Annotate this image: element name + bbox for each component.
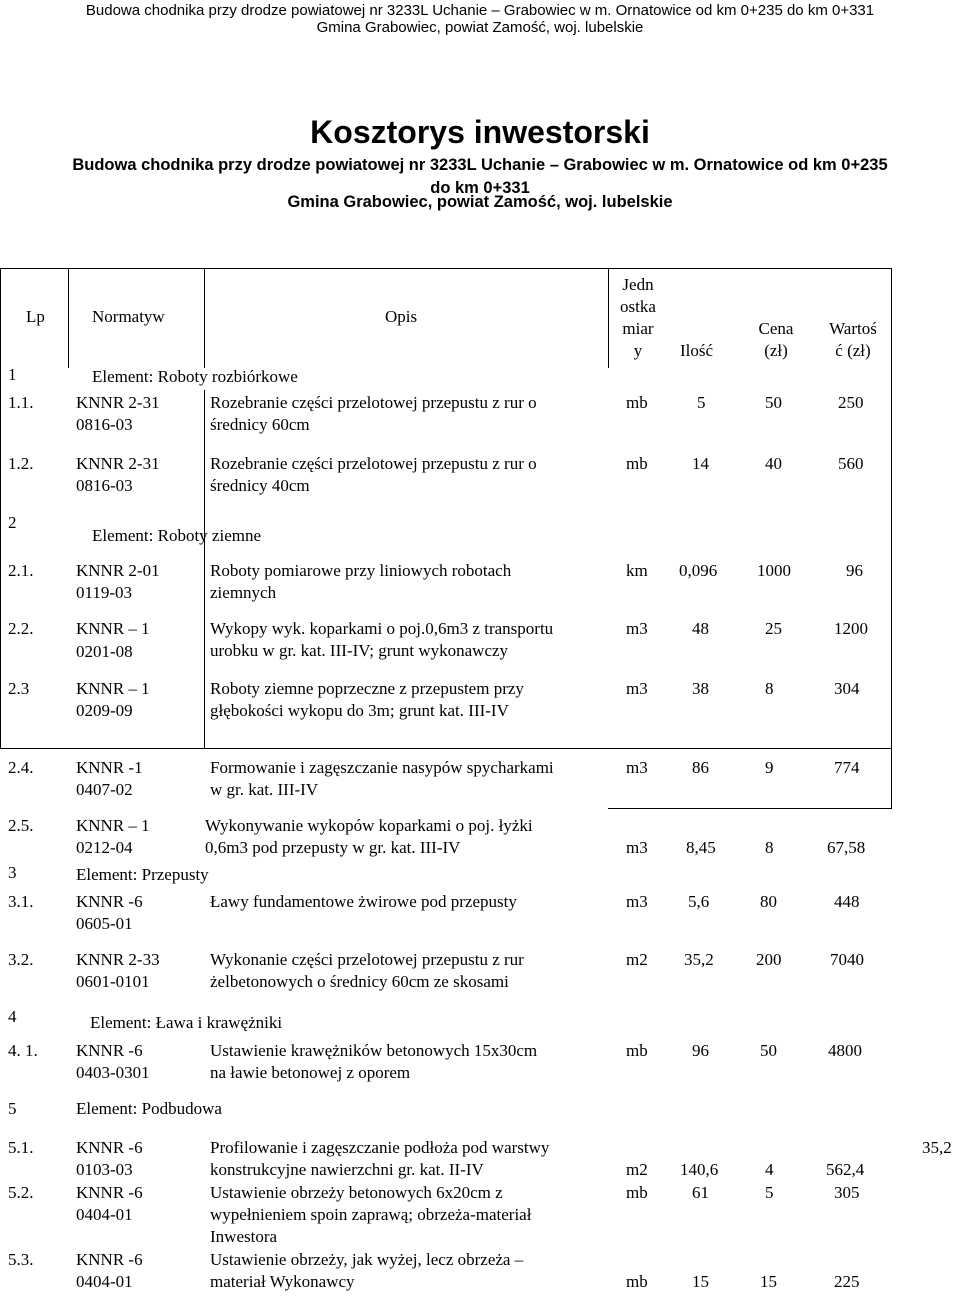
section-label: Element: Ława i krawężniki (90, 1013, 283, 1032)
row-lp: 4. 1. (8, 1041, 38, 1060)
row-normatyw: KNNR -6 (76, 1138, 143, 1157)
row-wartosc: 67,58 (827, 838, 866, 857)
row-normatyw: 0212-04 (76, 838, 133, 857)
col-divider-lp (68, 268, 69, 368)
row-cena: 80 (760, 892, 777, 911)
row-normatyw: KNNR -6 (76, 1041, 143, 1060)
header-cena-line1: Cena (758, 319, 794, 338)
section-label: Element: Roboty rozbiórkowe (92, 367, 298, 386)
header-ilosc: Ilość (680, 341, 714, 360)
row-opis: Wykonanie części przelotowej przepustu z rur (210, 950, 524, 969)
row-opis: Wykonywanie wykopów koparkami o poj. łyżki (205, 816, 533, 835)
row-wartosc: 562,4 (826, 1160, 865, 1179)
subtitle-line1: Budowa chodnika przy drodze powiatowej nr 3233L Uchanie – Grabowiec w m. Ornatowice od km 0+235 (72, 156, 888, 174)
row-normatyw: KNNR -6 (76, 892, 143, 911)
row-normatyw: 0209-09 (76, 701, 133, 720)
row-jm: mb (626, 393, 648, 412)
row-normatyw: KNNR – 1 (76, 679, 150, 698)
row-opis: Formowanie i zagęszczanie nasypów spycharkami (210, 758, 554, 777)
row-jm: m2 (626, 1160, 648, 1179)
row-normatyw: KNNR – 1 (76, 619, 150, 638)
row-normatyw: 0816-03 (76, 476, 133, 495)
row-opis: urobku w gr. kat. III-IV; grunt wykonawczy (210, 641, 509, 660)
row-opis: Roboty ziemne poprzeczne z przepustem przy (210, 679, 524, 698)
header-cena-line2: (zł) (764, 341, 788, 360)
row-wartosc: 250 (838, 393, 864, 412)
row-wartosc: 304 (834, 679, 860, 698)
row-ilosc: 61 (692, 1183, 709, 1202)
row-ilosc: 0,096 (679, 561, 718, 580)
table-value-border (608, 808, 892, 809)
row-opis: Wykopy wyk. koparkami o poj.0,6m3 z transportu (210, 619, 554, 638)
row-ilosc: 96 (692, 1041, 709, 1060)
row-ilosc: 15 (692, 1272, 709, 1291)
section-number: 1 (8, 365, 17, 384)
row-normatyw: 0119-03 (76, 583, 133, 602)
table-top-border (0, 268, 892, 269)
row-lp: 3.1. (8, 892, 34, 911)
row-opis: Ustawienie obrzeży betonowych 6x20cm z (210, 1183, 503, 1202)
row-opis: Rozebranie części przelotowej przepustu z rur o (210, 393, 537, 412)
row-cena: 200 (756, 950, 782, 969)
row-lp: 1.2. (8, 454, 34, 473)
row-wartosc: 7040 (830, 950, 864, 969)
row-wartosc: 4800 (828, 1041, 862, 1060)
row-ilosc: 5,6 (688, 892, 710, 911)
row-lp: 5.3. (8, 1250, 34, 1269)
row-normatyw: 0605-01 (76, 914, 133, 933)
row-lp: 2.2. (8, 619, 34, 638)
row-opis: Ustawienie obrzeży, jak wyżej, lecz obrzeża – (210, 1250, 524, 1269)
row-normatyw: 0103-03 (76, 1160, 133, 1179)
row-cena: 50 (765, 393, 782, 412)
row-jm: mb (626, 1041, 648, 1060)
row-normatyw: KNNR – 1 (76, 816, 150, 835)
section-number: 2 (8, 513, 17, 532)
section-label: Element: Roboty ziemne (92, 526, 262, 545)
row-ilosc: 14 (692, 454, 709, 473)
row-jm: m3 (626, 619, 648, 638)
row-wartosc: 560 (838, 454, 864, 473)
row-opis: Rozebranie części przelotowej przepustu z rur o (210, 454, 537, 473)
row-opis: Ustawienie krawężników betonowych 15x30cm (210, 1041, 538, 1060)
section-label: Element: Podbudowa (76, 1099, 222, 1118)
row-jm: mb (626, 454, 648, 473)
row-cena: 8 (765, 679, 774, 698)
header-wartosc-line1: Wartoś (829, 319, 877, 338)
row-normatyw: KNNR 2-31 (76, 393, 160, 412)
row-wartosc: 96 (846, 561, 863, 580)
row-cena: 5 (765, 1183, 774, 1202)
row-cena: 8 (765, 838, 774, 857)
row-normatyw: KNNR -1 (76, 758, 143, 777)
row-opis: średnicy 60cm (210, 415, 310, 434)
row-ilosc: 38 (692, 679, 709, 698)
side-value: 35,2 (922, 1138, 952, 1157)
row-opis: żelbetonowych o średnicy 60cm ze skosami (210, 972, 509, 991)
row-opis: wypełnieniem spoin zaprawą; obrzeża-materiał (210, 1205, 532, 1224)
row-normatyw: 0601-0101 (76, 972, 150, 991)
row-lp: 5.1. (8, 1138, 34, 1157)
row-opis: głębokości wykopu do 3m; grunt kat. III-IV (210, 701, 509, 720)
row-jm: mb (626, 1183, 648, 1202)
row-ilosc: 35,2 (684, 950, 714, 969)
header-lp: Lp (26, 307, 45, 326)
running-header-line2: Gmina Grabowiec, powiat Zamość, woj. lubelskie (316, 19, 644, 36)
row-cena: 50 (760, 1041, 777, 1060)
row-ilosc: 86 (692, 758, 709, 777)
header-normatyw: Normatyw (92, 307, 165, 326)
row-cena: 1000 (757, 561, 791, 580)
section-number: 3 (8, 863, 17, 882)
running-header-line1: Budowa chodnika przy drodze powiatowej nr 3233L Uchanie – Grabowiec w m. Ornatowice od km 0+235 do km 0+331 (85, 2, 875, 19)
row-ilosc: 48 (692, 619, 709, 638)
header-jm-line1: Jedn (622, 275, 654, 294)
row-normatyw: 0403-0301 (76, 1063, 150, 1082)
row-normatyw: 0407-02 (76, 780, 133, 799)
table-right-border (891, 268, 892, 808)
row-wartosc: 774 (834, 758, 860, 777)
row-opis: 0,6m3 pod przepusty w gr. kat. III-IV (205, 838, 461, 857)
table-left-border (0, 268, 1, 748)
row-normatyw: KNNR 2-33 (76, 950, 160, 969)
table-mid-border (0, 748, 892, 749)
row-wartosc: 225 (834, 1272, 860, 1291)
row-jm: m3 (626, 838, 648, 857)
row-ilosc: 8,45 (686, 838, 716, 857)
row-opis: konstrukcyjne nawierzchni gr. kat. II-IV (210, 1160, 484, 1179)
col-divider-opis (204, 390, 205, 748)
row-ilosc: 140,6 (680, 1160, 719, 1179)
row-opis: na ławie betonowej z oporem (210, 1063, 411, 1082)
row-normatyw: 0404-01 (76, 1272, 133, 1291)
row-normatyw: KNNR -6 (76, 1183, 143, 1202)
document-title: Kosztorys inwestorski (310, 114, 650, 150)
header-jm-line3: miar (622, 319, 654, 338)
row-normatyw: KNNR -6 (76, 1250, 143, 1269)
row-opis: Profilowanie i zagęszczanie podłoża pod warstwy (210, 1138, 550, 1157)
row-opis: w gr. kat. III-IV (210, 780, 319, 799)
row-wartosc: 448 (834, 892, 860, 911)
row-opis: średnicy 40cm (210, 476, 310, 495)
row-lp: 1.1. (8, 393, 34, 412)
header-wartosc-line2: ć (zł) (835, 341, 871, 360)
row-opis: Roboty pomiarowe przy liniowych robotach (210, 561, 512, 580)
row-jm: mb (626, 1272, 648, 1291)
row-wartosc: 305 (834, 1183, 860, 1202)
row-lp: 2.3 (8, 679, 30, 698)
col-divider-normatyw (204, 268, 205, 368)
row-jm: m3 (626, 892, 648, 911)
row-normatyw: 0201-08 (76, 642, 133, 661)
row-wartosc: 1200 (834, 619, 868, 638)
header-jm-line2: ostka (620, 297, 656, 316)
row-opis: ziemnych (210, 583, 277, 602)
row-cena: 25 (765, 619, 782, 638)
row-jm: m2 (626, 950, 648, 969)
row-jm: m3 (626, 679, 648, 698)
row-normatyw: KNNR 2-31 (76, 454, 160, 473)
section-number: 5 (8, 1099, 17, 1118)
row-cena: 40 (765, 454, 782, 473)
row-lp: 2.1. (8, 561, 34, 580)
row-normatyw: 0816-03 (76, 415, 133, 434)
row-jm: km (626, 561, 648, 580)
row-opis: Inwestora (210, 1227, 278, 1246)
row-opis: materiał Wykonawcy (210, 1272, 355, 1291)
section-label: Element: Przepusty (76, 865, 209, 884)
header-jm-line4: y (633, 341, 643, 360)
row-cena: 15 (760, 1272, 777, 1291)
row-ilosc: 5 (697, 393, 706, 412)
row-lp: 2.5. (8, 816, 34, 835)
row-lp: 5.2. (8, 1183, 34, 1202)
row-jm: m3 (626, 758, 648, 777)
row-normatyw: 0404-01 (76, 1205, 133, 1224)
row-lp: 3.2. (8, 950, 34, 969)
subtitle-line2: do km 0+331 (430, 179, 530, 197)
header-opis: Opis (385, 307, 418, 326)
row-cena: 4 (765, 1160, 774, 1179)
row-normatyw: KNNR 2-01 (76, 561, 160, 580)
row-lp: 2.4. (8, 758, 34, 777)
row-opis: Ławy fundamentowe żwirowe pod przepusty (210, 892, 517, 911)
row-cena: 9 (765, 758, 774, 777)
subtitle-line3: Gmina Grabowiec, powiat Zamość, woj. lubelskie (287, 193, 673, 211)
section-number: 4 (8, 1007, 17, 1026)
